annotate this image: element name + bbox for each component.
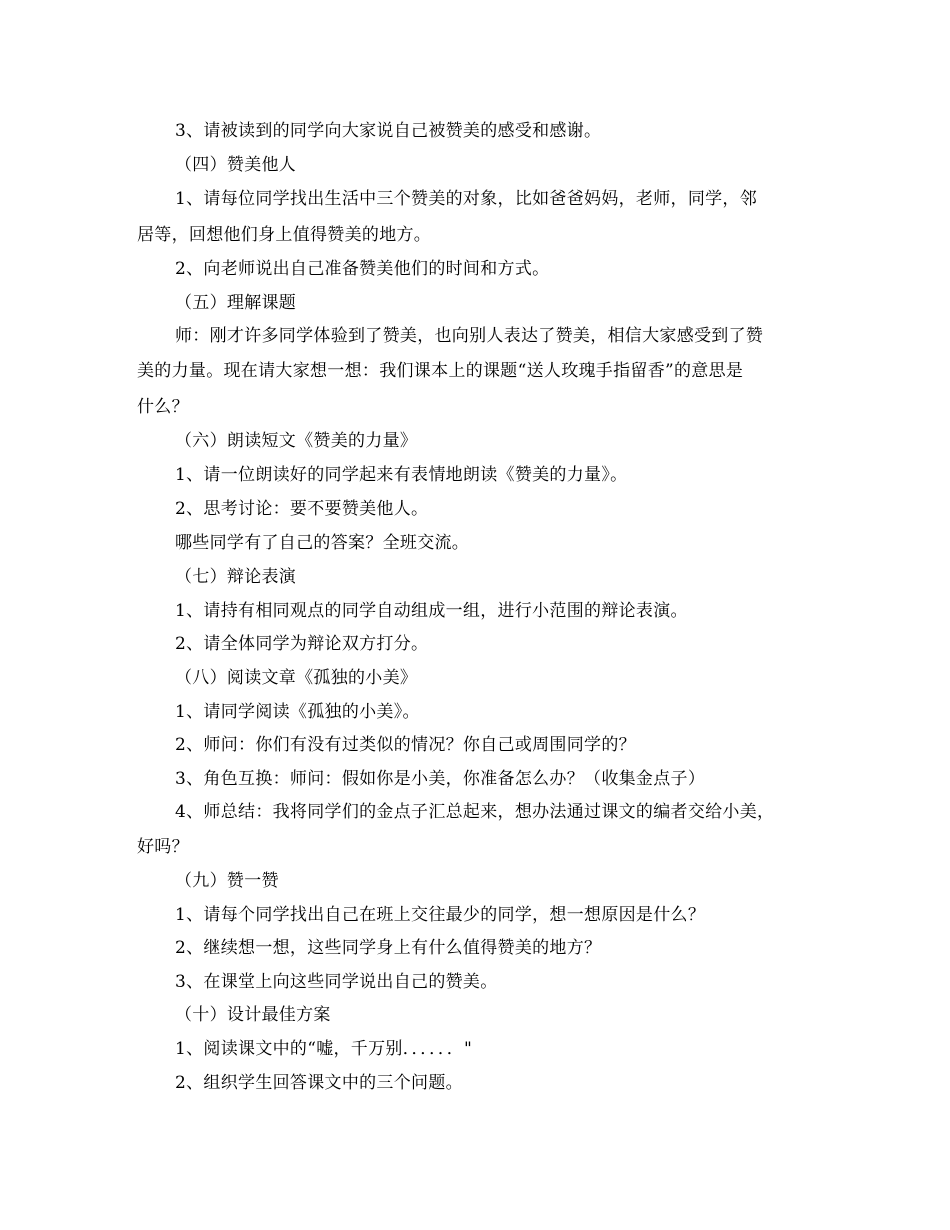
text-line: 师：刚才许多同学体验到了赞美，也向别人表达了赞美，相信大家感受到了赞 xyxy=(175,326,764,346)
section-heading: （四）赞美他人 xyxy=(175,155,297,175)
text-line: 1、请每位同学找出生活中三个赞美的对象，比如爸爸妈妈，老师，同学，邻 xyxy=(175,189,758,209)
text-line: 2、继续想一想，这些同学身上有什么值得赞美的地方？ xyxy=(175,938,602,958)
text-line: 3、角色互换：师问：假如你是小美，你准备怎么办？（收集金点子） xyxy=(175,769,706,789)
text-line: 好吗？ xyxy=(137,837,189,857)
text-line: 1、请持有相同观点的同学自动组成一组，进行小范围的辩论表演。 xyxy=(175,601,688,621)
text-line: 1、请每个同学找出自己在班上交往最少的同学，想一想原因是什么？ xyxy=(175,905,706,925)
text-line: 居等，回想他们身上值得赞美的地方。 xyxy=(137,225,432,245)
text-line: 2、师问：你们有没有过类似的情况？你自己或周围同学的？ xyxy=(175,735,636,755)
text-line: 美的力量。现在请大家想一想：我们课本上的课题“送人玫瑰手指留香”的意思是 xyxy=(137,361,744,381)
section-heading: （十）设计最佳方案 xyxy=(175,1005,331,1025)
text-line: 4、师总结：我将同学们的金点子汇总起来，想办法通过课文的编者交给小美， xyxy=(175,802,775,822)
section-heading: （七）辩论表演 xyxy=(175,567,297,587)
text-line: 1、请同学阅读《孤独的小美》。 xyxy=(175,702,420,722)
text-line: 3、在课堂上向这些同学说出自己的赞美。 xyxy=(175,972,498,992)
text-line: 1、阅读课文中的“嘘，千万别．．．．．．" xyxy=(175,1039,473,1059)
section-heading: （五）理解课题 xyxy=(175,293,297,313)
text-line: 什么？ xyxy=(137,397,189,417)
text-line: 哪些同学有了自己的答案？全班交流。 xyxy=(175,533,470,553)
text-line: 1、请一位朗读好的同学起来有表情地朗读《赞美的力量》。 xyxy=(175,465,628,485)
text-line: 2、组织学生回答课文中的三个问题。 xyxy=(175,1073,463,1093)
text-line: 2、向老师说出自己准备赞美他们的时间和方式。 xyxy=(175,259,550,279)
section-heading: （六）朗读短文《赞美的力量》 xyxy=(175,431,418,451)
section-heading: （九）赞一赞 xyxy=(175,871,279,891)
text-line: 3、请被读到的同学向大家说自己被赞美的感受和感谢。 xyxy=(175,121,602,141)
text-line: 2、请全体同学为辩论双方打分。 xyxy=(175,634,429,654)
text-line: 2、思考讨论：要不要赞美他人。 xyxy=(175,499,429,519)
section-heading: （八）阅读文章《孤独的小美》 xyxy=(175,668,418,688)
